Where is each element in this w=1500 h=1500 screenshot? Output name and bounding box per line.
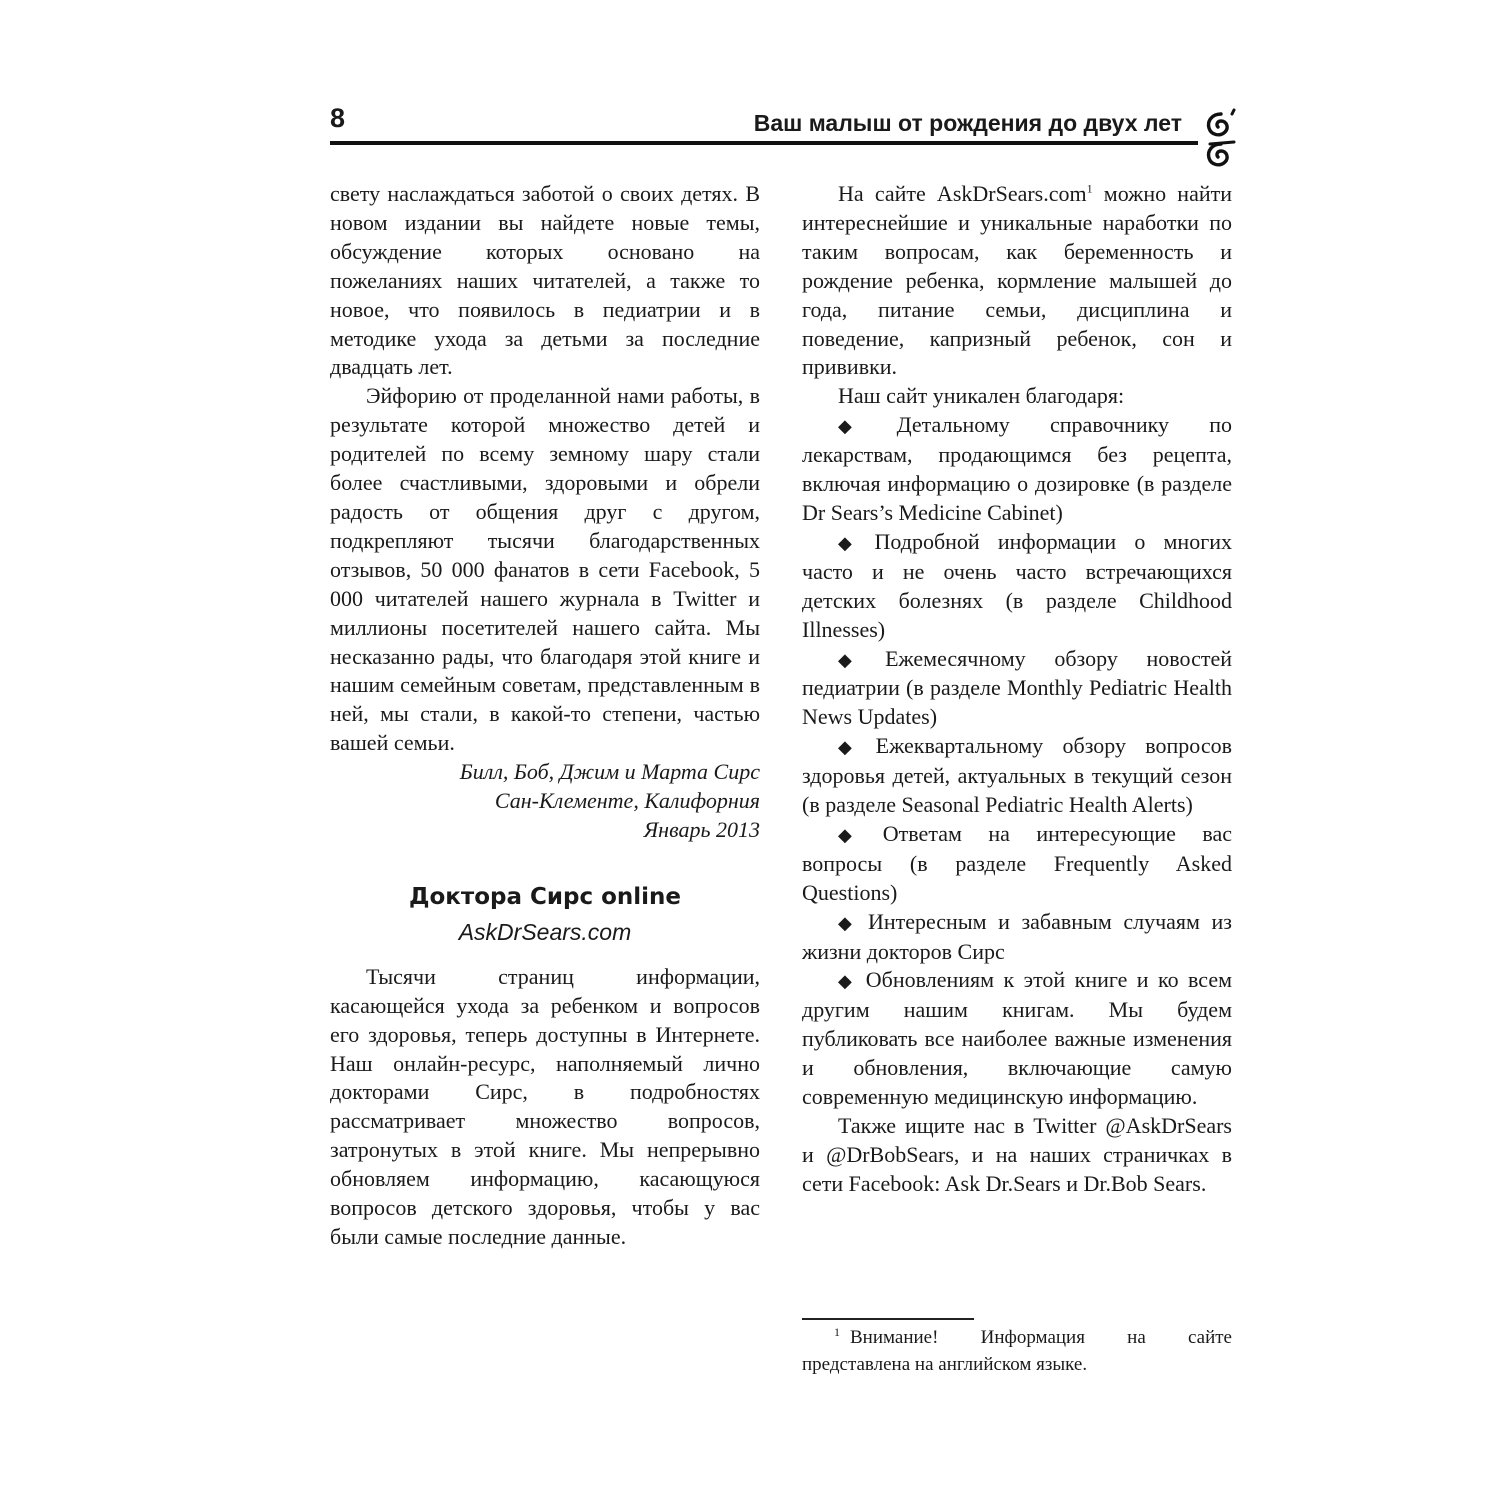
diamond-bullet-icon: ◆	[838, 971, 856, 992]
twitter-paragraph: Также ищите нас в Twitter @AskDrSears и @DrBobSears, и на наших страничках в сети Facebook: Ask Dr.Sears и Dr.Bob Sears.	[802, 1113, 1232, 1196]
signature-date: Январь 2013	[643, 816, 760, 842]
bullet-text: Ежеквартальному обзору вопросов здоровья детей, актуальных в текущий сезон (в разделе Seasonal Pediatric Health Alerts)	[802, 733, 1232, 818]
site-paragraph-start: На сайте AskDrSears.com	[838, 181, 1087, 206]
section-subtitle: AskDrSears.com	[458, 918, 632, 945]
footnote-mark: 1	[834, 1324, 840, 1339]
bullet-item	[802, 528, 1232, 645]
footnote-rule	[802, 1318, 974, 1320]
page-number: 8	[330, 103, 346, 133]
bullet-text: Ответам на интересующие вас вопросы (в разделе Frequently Asked Questions)	[802, 820, 1233, 905]
bullet-item	[802, 966, 1232, 1112]
signature-authors: Билл, Боб, Джим и Марта Сирс	[459, 759, 760, 785]
bullet-text: Обновлениям к этой книге и ко всем другим нашим книгам. Мы будем публиковать все наиболее важные изменения и обновления, включающие самую современную медицинскую информацию.	[802, 967, 1233, 1110]
bullet-item	[802, 411, 1232, 528]
bullet-item	[802, 820, 1232, 908]
spiral-ornament-icon	[1204, 108, 1238, 172]
unique-intro: Наш сайт уникален благодаря:	[838, 383, 1125, 409]
bullet-item	[802, 645, 1232, 733]
bullet-text: Подробной информации о многих часто и не очень часто встречающихся детских болезнях (в разделе Childhood Illnesses)	[802, 528, 1233, 642]
footnote-text: Внимание! Информация на сайте представлена на английском языке.	[802, 1327, 1232, 1375]
diamond-bullet-icon: ◆	[838, 416, 887, 437]
footnote	[802, 1324, 1232, 1378]
section-paragraph: Тысячи страниц информации, касающейся ухода за ребенком и вопросов его здоровья, теперь доступны в Интернете. Наш онлайн-ресурс, наполняемый лично докторами Сирс, в подробностях рассматривает множество вопросов, затронутых в этой книге. Мы непрерывно обновляем информацию, касающуюся вопросов детского здоровья, чтобы у вас были самые последние данные.	[330, 963, 760, 1249]
header-rule	[330, 141, 1198, 145]
site-paragraph	[802, 180, 1232, 382]
euphoria-paragraph: Эйфорию от проделанной нами работы, в результате которой множество детей и родителей по всему земному шару стали более счастливыми, здоровыми и обрели радость от общения друг с другом, подкрепляют тысячи благодарственных отзывов, 50 000 фанатов в сети Facebook, 5 000 читателей нашего журнала в Twitter и миллионы посетителей нашего сайта. Мы несказанно рады, что благодаря этой книге и нашим семейным советам, представленным в ней, мы стали, в какой-то степени, частью вашей семьи.	[330, 383, 760, 756]
diamond-bullet-icon: ◆	[838, 649, 876, 670]
site-paragraph-end: можно найти интереснейшие и уникальные наработки по таким вопросам, как беременность и рождение ребенка, кормление малышей до года, питание семьи, дисциплина и поведение, капризный ребенок, сон и прививки.	[802, 181, 1232, 380]
diamond-bullet-icon: ◆	[838, 824, 873, 845]
bullet-item	[802, 732, 1232, 820]
section-title: Доктора Сирс online	[408, 883, 682, 910]
signature-place: Сан-Клементе, Калифорния	[494, 788, 760, 814]
left-column	[330, 180, 760, 1252]
diamond-bullet-icon: ◆	[838, 912, 858, 933]
footnote-reference: 1	[1086, 181, 1093, 196]
intro-paragraph: свету наслаждаться заботой о своих детях. В новом издании вы найдете новые темы, обсуждение которых основано на пожеланиях наших читателей, а также то новое, что появилось в педиатрии и в методике ухода за детьми за последние двадцать лет.	[330, 181, 760, 380]
bullet-text: Интересным и забавным случаям из жизни докторов Сирс	[802, 908, 1232, 964]
diamond-bullet-icon: ◆	[838, 737, 866, 758]
bullet-text: Ежемесячному обзору новостей педиатрии (в разделе Monthly Pediatric Health News Updates)	[802, 645, 1233, 730]
bullet-item	[802, 908, 1232, 967]
bullet-text: Детальному справочнику по лекарствам, продающимся без рецепта, включая информацию о дозировке (в разделе Dr Sears’s Medicine Cabinet)	[802, 412, 1232, 525]
right-column	[802, 180, 1232, 1199]
running-title: Ваш малыш от рождения до двух лет	[753, 110, 1182, 136]
diamond-bullet-icon: ◆	[838, 532, 865, 553]
